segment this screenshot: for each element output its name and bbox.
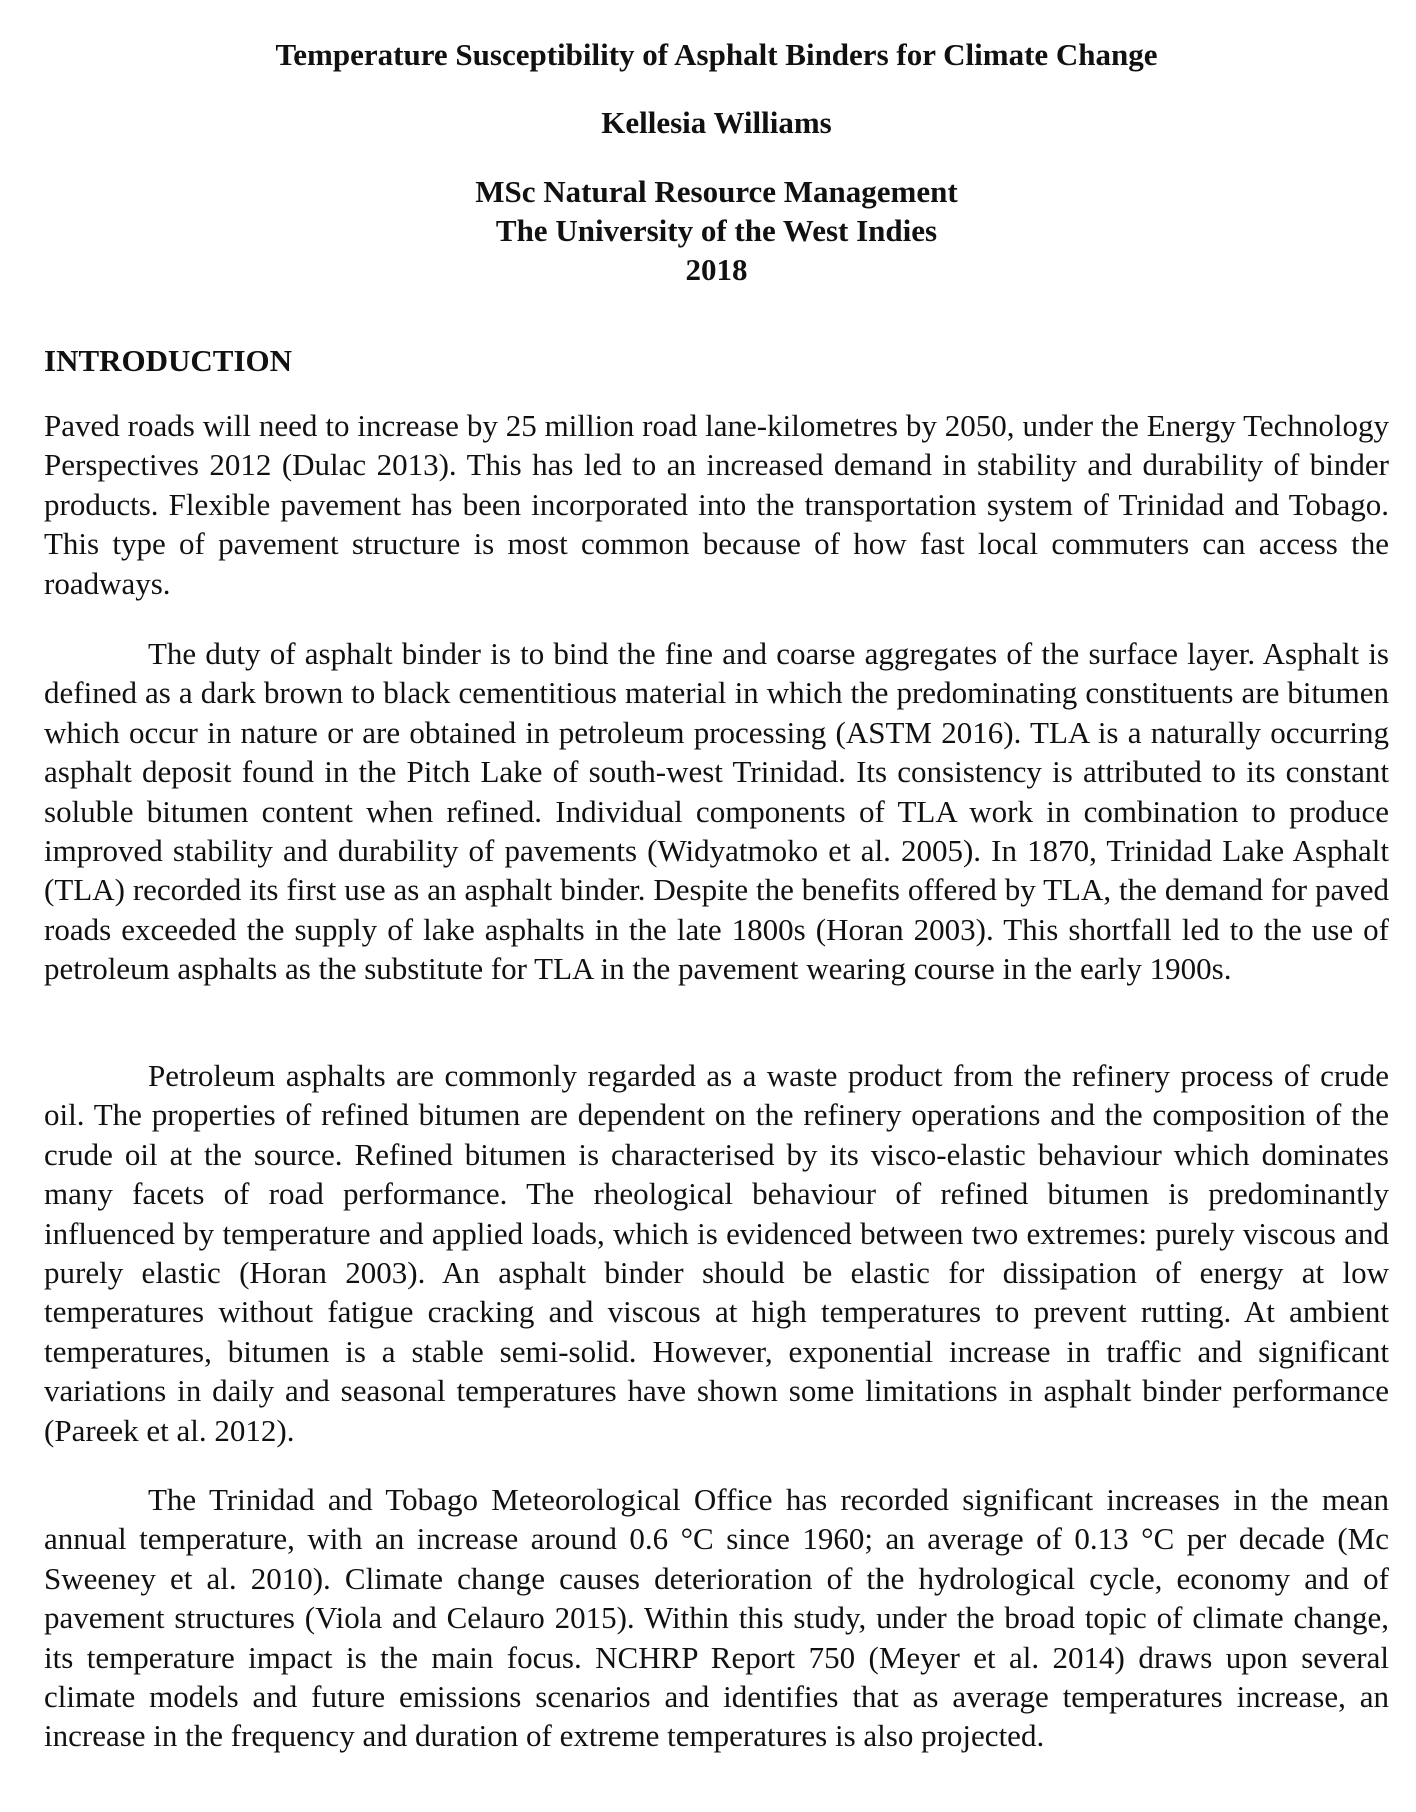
publication-year: 2018 [685,252,748,287]
university-name: The University of the West Indies [495,213,938,248]
paragraph: Paved roads will need to increase by 25 million road lane-kilometres by 2050, under the Energy Technology Perspectives 2012 (Dulac 2013). This has led to an increased demand in stability and durability of binder products. Flexible pavement has been incorporated into the transportation system of Trinidad and Tobago. This type of pavement structure is most common because of how fast local commuters can access the roadways. [44,408,1389,601]
section-heading: INTRODUCTION [44,343,293,378]
paragraph: Petroleum asphalts are commonly regarded as a waste product from the refinery process of crude oil. The properties of refined bitumen are dependent on the refinery operations and the composition of the crude oil at the source. Refined bitumen is characterised by its visco-elastic behaviour which dominates many facets of road performance. The rheological behaviour of refined bitumen is predominantly influenced by temperature and applied loads, which is evidenced between two extremes: purely viscous and purely elastic (Horan 2003). An asphalt binder should be elastic for dissipation of energy at low temperatures without fatigue cracking and viscous at high temperatures to prevent rutting. At ambient temperatures, bitumen is a stable semi-solid. However, exponential increase in traffic and significant variations in daily and seasonal temperatures have shown some limitations in asphalt binder performance (Pareek et al. 2012). [44,1058,1389,1448]
paragraph: The duty of asphalt binder is to bind the fine and coarse aggregates of the surface layer. Asphalt is defined as a dark brown to black cementitious material in which the predominating constituents are bitumen which occur in nature or are obtained in petroleum processing (ASTM 2016). TLA is a naturally occurring asphalt deposit found in the Pitch Lake of south-west Trinidad. Its consistency is attributed to its constant soluble bitumen content when refined. Individual components of TLA work in combination to produce improved stability and durability of pavements (Widyatmoko et al. 2005). In 1870, Trinidad Lake Asphalt (TLA) recorded its first use as an asphalt binder. Despite the benefits offered by TLA, the demand for paved roads exceeded the supply of lake asphalts in the late 1800s (Horan 2003). This shortfall led to the use of petroleum asphalts as the substitute for TLA in the pavement wearing course in the early 1900s. [44,636,1389,987]
document-title: Temperature Susceptibility of Asphalt Binders for Climate Change [275,37,1158,72]
affiliation-block [44,172,1389,289]
author-name: Kellesia Williams [601,105,832,140]
paragraph: The Trinidad and Tobago Meteorological Office has recorded significant increases in the mean annual temperature, with an increase around 0.6 °C since 1960; an average of 0.13 °C per decade (Mc Sweeney et al. 2010). Climate change causes deterioration of the hydrological cycle, economy and of pavement structures (Viola and Celauro 2015). Within this study, under the broad topic of climate change, its temperature impact is the main focus. NCHRP Report 750 (Meyer et al. 2014) draws upon several climate models and future emissions scenarios and identifies that as average temperatures increase, an increase in the frequency and duration of extreme temperatures is also projected. [44,1482,1389,1754]
degree-program: MSc Natural Resource Management [475,174,958,209]
